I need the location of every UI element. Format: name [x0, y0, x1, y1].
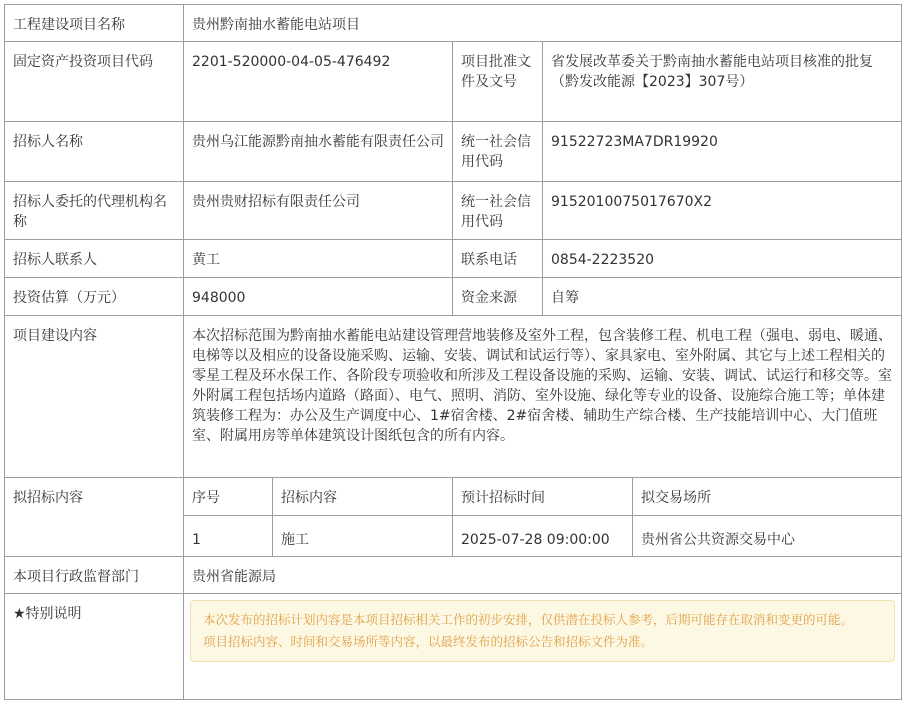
plan-row-time: 2025-07-28 09:00:00 — [453, 516, 633, 557]
project-name-value: 贵州黔南抽水蓄能电站项目 — [184, 5, 902, 42]
approval-value: 省发展改革委关于黔南抽水蓄能电站项目核准的批复（黔发改能源【2023】307号） — [543, 42, 902, 122]
plan-label: 拟招标内容 — [5, 478, 184, 557]
fund-source-value: 自筹 — [543, 278, 902, 316]
agent-name-value: 贵州贵财招标有限责任公司 — [184, 182, 453, 240]
row-investment — [5, 278, 902, 316]
row-agent — [5, 182, 902, 240]
special-notes-line-2: 项目招标内容、时间和交易场所等内容，以最终发布的招标公告和招标文件为准。 — [203, 634, 654, 649]
plan-header-content: 招标内容 — [273, 478, 453, 516]
row-contact — [5, 240, 902, 278]
agent-credit-label: 统一社会信用代码 — [453, 182, 543, 240]
plan-row-seq: 1 — [184, 516, 273, 557]
row-supervision — [5, 557, 902, 594]
investment-estimate-value: 948000 — [184, 278, 453, 316]
plan-header-time: 预计招标时间 — [453, 478, 633, 516]
tenderer-credit-label: 统一社会信用代码 — [453, 122, 543, 182]
plan-header-place: 拟交易场所 — [633, 478, 902, 516]
plan-row-content: 施工 — [273, 516, 453, 557]
plan-header-seq: 序号 — [184, 478, 273, 516]
construction-content-label: 项目建设内容 — [5, 316, 184, 478]
supervision-value: 贵州省能源局 — [184, 557, 902, 594]
plan-row-place: 贵州省公共资源交易中心 — [633, 516, 902, 557]
row-project-code — [5, 42, 902, 122]
special-notes-line-1: 本次发布的招标计划内容是本项目招标相关工作的初步安排，仅供潜在投标人参考，后期可能存在取消和变更的可能。 — [203, 612, 854, 627]
contact-phone-value: 0854-2223520 — [543, 240, 902, 278]
supervision-label: 本项目行政监督部门 — [5, 557, 184, 594]
special-notes-cell — [184, 594, 902, 700]
approval-label: 项目批准文件及文号 — [453, 42, 543, 122]
tenderer-credit-value: 91522723MA7DR19920 — [543, 122, 902, 182]
project-name-label: 工程建设项目名称 — [5, 5, 184, 42]
investment-estimate-label: 投资估算（万元） — [5, 278, 184, 316]
project-code-label: 固定资产投资项目代码 — [5, 42, 184, 122]
tender-plan-table — [4, 4, 902, 700]
agent-name-label: 招标人委托的代理机构名称 — [5, 182, 184, 240]
special-notes-label: ★特别说明 — [5, 594, 184, 700]
special-notes-box — [190, 600, 895, 662]
row-project-name — [5, 5, 902, 42]
project-code-value: 2201-520000-04-05-476492 — [184, 42, 453, 122]
construction-content-value: 本次招标范围为黔南抽水蓄能电站建设管理营地装修及室外工程，包含装修工程、机电工程（强电、弱电、暖通、电梯等以及相应的设备设施采购、运输、安装、调试和试运行等）、家具家电、室外附属、其它与上述工程相关的零星工程及环水保工作、各阶段专项验收和所涉及工程设备设施的采购、运输、安装、调试、试运行和移交等。室外附属工程包括场内道路（路面）、电气、照明、消防、室外设施、绿化等专业的设备、设施综合施工等；单体建筑装修工程为：办公及生产调度中心、1#宿舍楼、2#宿舍楼、辅助生产综合楼、生产技能培训中心、大门值班室、附属用房等单体建筑设计图纸包含的所有内容。 — [184, 316, 902, 478]
contact-person-label: 招标人联系人 — [5, 240, 184, 278]
row-tenderer — [5, 122, 902, 182]
agent-credit-value: 9152010075017670X2 — [543, 182, 902, 240]
row-plan-header — [5, 478, 902, 516]
contact-phone-label: 联系电话 — [453, 240, 543, 278]
tenderer-name-label: 招标人名称 — [5, 122, 184, 182]
fund-source-label: 资金来源 — [453, 278, 543, 316]
row-content — [5, 316, 902, 478]
tenderer-name-value: 贵州乌江能源黔南抽水蓄能有限责任公司 — [184, 122, 453, 182]
row-notes — [5, 594, 902, 700]
contact-person-value: 黄工 — [184, 240, 453, 278]
